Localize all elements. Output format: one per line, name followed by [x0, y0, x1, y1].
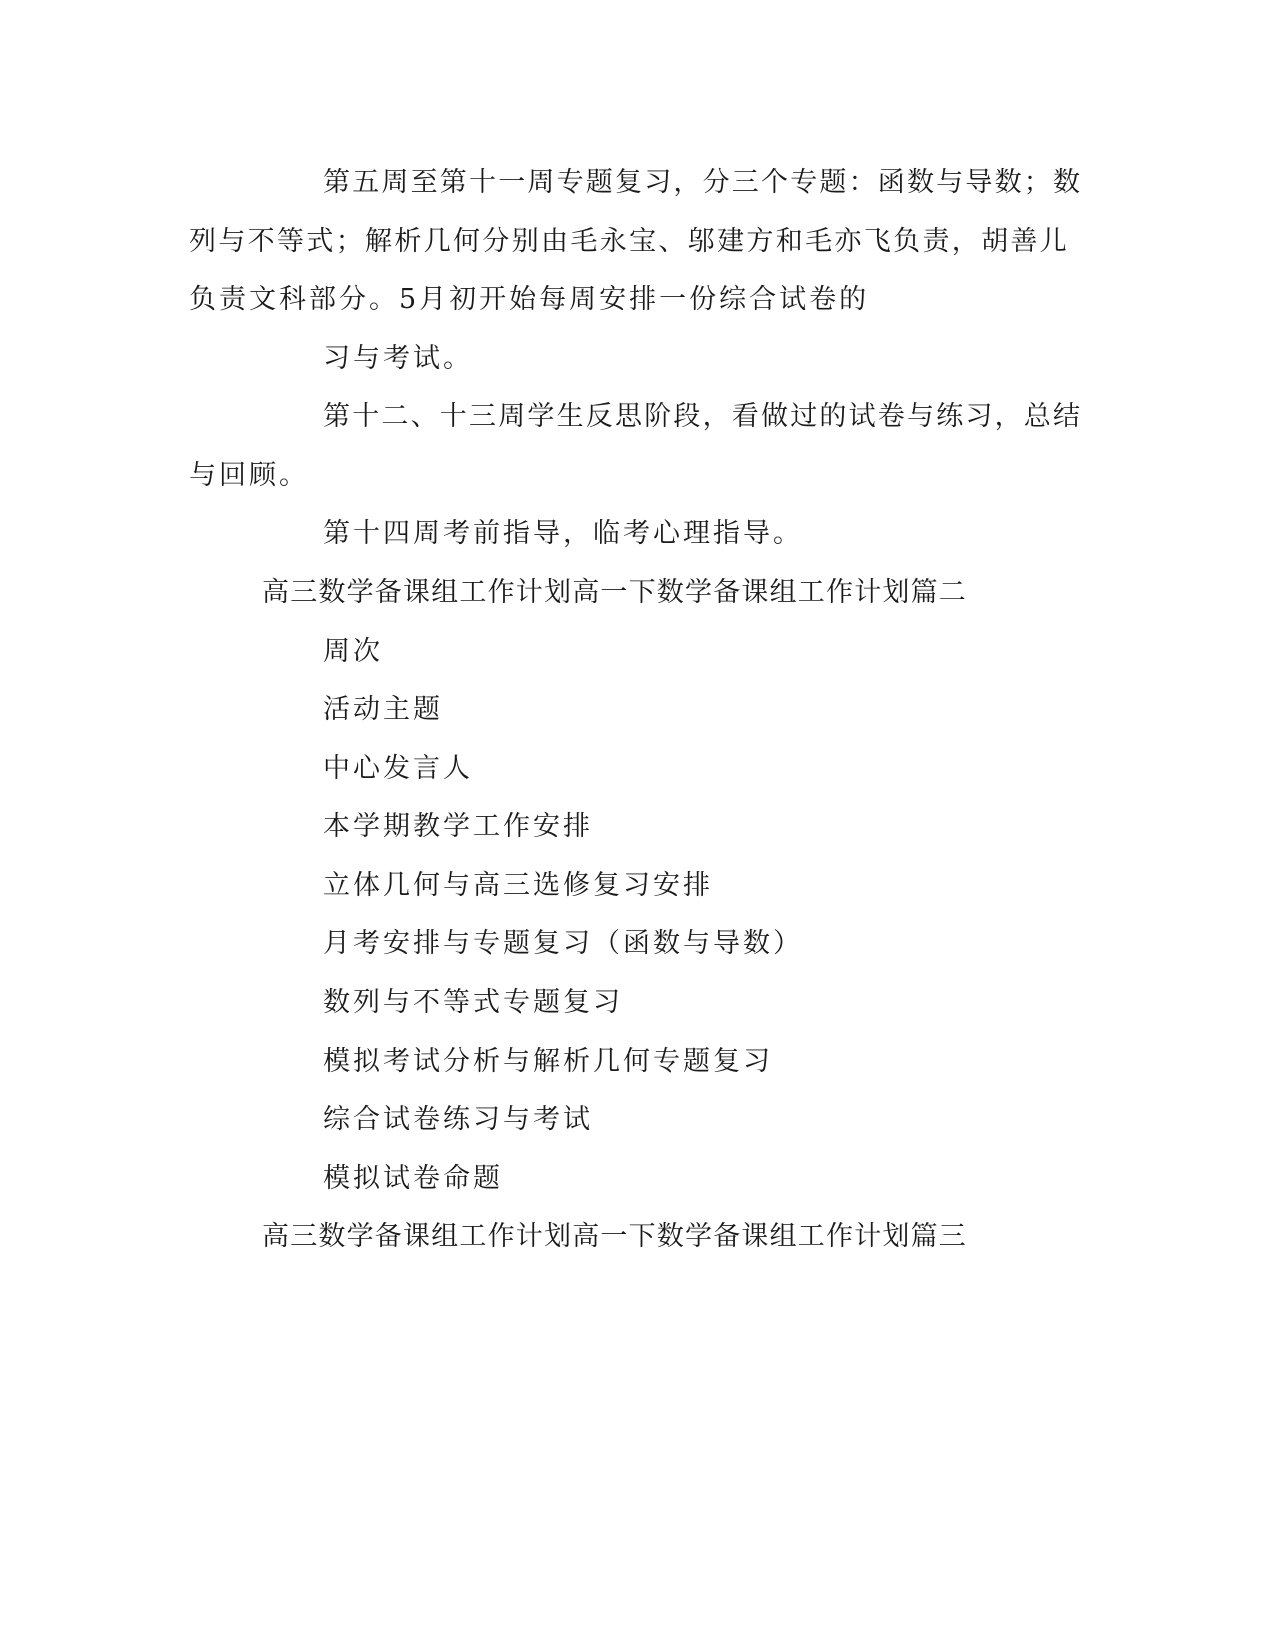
- paragraph-line: 列与不等式；解析几何分别由毛永宝、邬建方和毛亦飞负责，胡善儿: [189, 226, 1069, 257]
- paragraph-line: 第十二、十三周学生反思阶段，看做过的试卷与练习，总结: [323, 401, 1083, 432]
- schedule-item: 月考安排与专题复习（函数与导数）: [323, 928, 803, 959]
- schedule-item: 中心发言人: [323, 753, 473, 784]
- schedule-item: 活动主题: [323, 694, 443, 725]
- schedule-item: 模拟考试分析与解析几何专题复习: [323, 1046, 773, 1077]
- section-heading: 高三数学备课组工作计划高一下数学备课组工作计划篇三: [262, 1221, 967, 1252]
- section-heading: 高三数学备课组工作计划高一下数学备课组工作计划篇二: [262, 577, 967, 608]
- schedule-item: 综合试卷练习与考试: [323, 1104, 593, 1135]
- paragraph-line: 第五周至第十一周专题复习，分三个专题：函数与导数；数: [323, 167, 1083, 198]
- paragraph-line: 习与考试。: [323, 343, 473, 374]
- schedule-item: 立体几何与高三选修复习安排: [323, 870, 713, 901]
- paragraph-line: 与回顾。: [189, 460, 309, 491]
- schedule-item: 模拟试卷命题: [323, 1163, 503, 1194]
- schedule-item: 周次: [323, 636, 383, 667]
- paragraph-line: 负责文科部分。5月初开始每周安排一份综合试卷的: [189, 284, 870, 315]
- schedule-item: 本学期教学工作安排: [323, 811, 593, 842]
- paragraph-line: 第十四周考前指导，临考心理指导。: [323, 518, 803, 549]
- schedule-item: 数列与不等式专题复习: [323, 987, 623, 1018]
